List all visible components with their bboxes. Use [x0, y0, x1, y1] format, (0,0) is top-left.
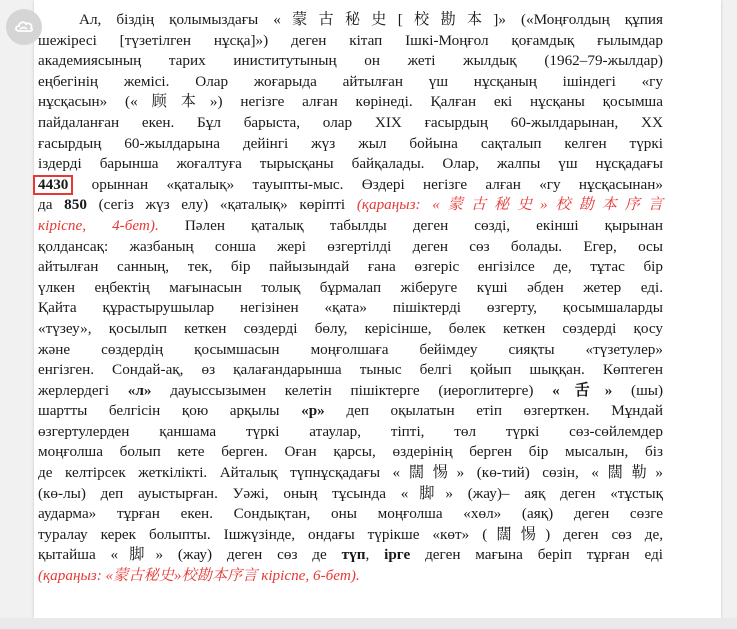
text-line: 4430 орыннан «қаталық» тауыпты-мыс. Өздері негізге алған «гу нұсқасынан» — [38, 175, 663, 196]
text-line: шартты белгісін қою арқылы «р» деп оқылатын етіп өзгерткен. Мұндай — [38, 402, 664, 420]
bold-term: «л» — [127, 381, 152, 399]
text-line: да 850 (сегіз жүз елу) «қаталық» көріпті (қараңыз: «蒙古秘史»校勘本序言 — [38, 196, 664, 214]
app-logo[interactable] — [6, 9, 42, 45]
viewer-bottom-edge — [0, 618, 737, 629]
bold-term: «р» — [301, 402, 325, 420]
text-line: еңбегінің жемісі. Олар жоғарыда айтылған үш нұсқаның ішіндегі «гу — [38, 72, 663, 90]
red-citation: (қараңыз: «蒙古秘史»校勘本序言 — [356, 196, 664, 214]
text-line: ғасырдың 60-жылдарына дейінгі жүз жыл бойына сақталып келген түркі — [38, 134, 663, 152]
cloud-logo-icon — [13, 16, 35, 38]
bold-term: түп — [341, 546, 366, 564]
text-line: іздерді барынша жоғалтуға тырысқаны байқалады. Олар, жалпы үш нұсқадағы — [38, 155, 663, 173]
bold-term: ірге — [384, 546, 411, 564]
text-line: академиясының тарих иниститутының он жеті жылдық (1962–79-жылдар) — [38, 52, 663, 70]
text-line: Ал, біздің қолымыздағы «蒙古秘史[校勘本]» («Моңғолдың құпия — [79, 11, 663, 28]
text-line: моңғолша болып кете берген. Оған қарсы, өздерінің берген бір мысалын, біз — [38, 443, 663, 461]
red-citation: (қараңыз: «蒙古秘史»校勘本序言 кіріспе, 6-бет). — [38, 567, 360, 585]
text-line: айтылған санның, тек, бір пайызындай ғана өзгеріс енгізілсе де, тұтас бір — [38, 258, 663, 276]
text-line: туралау керек болыпты. Ішжүзінде, ондағы түрікше «көт» (闊惕) деген сөз де, — [38, 525, 663, 543]
text-line: қытайша «脚» (жау) деген сөз де түп, ірге деген мағына беріп тұрған еді — [38, 546, 664, 564]
highlighted-number: 4430 — [33, 175, 73, 195]
bold-term: «舌» — [552, 381, 613, 399]
text-line: өзгертулерден қаншама түркі атаулар, тіпті, төл түркі сөз-сөйлемдер — [38, 422, 663, 440]
text-line: пайдаланған екен. Бұл барыста, олар XIX ғасырдың 60-жылдарынан, XX — [38, 113, 663, 131]
text-line: де келтірсек жеткілікті. Айталық түпнұсқадағы «闊惕» (кө-тий) сөзін, «闊勒» — [38, 464, 663, 482]
text-line: және сөздердің қосымшасын моңғолшаға бейімдеу сияқты «түзетулер» — [38, 340, 663, 358]
text-line: кіріспе, 4-бет). Пәлен қаталық табылды деген сөзді, екінші қырынан — [38, 216, 663, 234]
text-line: жерлердегі «л» дауыссызымен келетін пішіктерге (иероглитерге) «舌» (шы) — [38, 381, 664, 399]
text-line: шежіресі [түзетілген нұсқа]») деген кітап Ішкі-Моңғол қоғамдық ғылымдар — [38, 31, 663, 49]
text-line — [38, 566, 663, 587]
text-line: үлкен еңбектің мағынасын толық бұрмалап жіберуге күші әбден жетер еді. — [38, 278, 663, 296]
text-line: аударма» тұрған екен. Сондықтан, оны моңғолша «хөл» (аяқ) деген сөзге — [38, 505, 663, 523]
text-line: (кө-лы) деп ауыстырған. Уәжі, оның тұсында «脚» (жау)– аяқ деген «тұстық — [38, 484, 663, 502]
text-line: енгізген. Сондай-ақ, өз қалағандарынша тыныс белгі қойып шыққан. Көптеген — [38, 361, 663, 379]
text-line: нұсқасын» («顾本») негізге алған көрінеді. Қалған екі нұсқаны қосымша — [38, 93, 663, 111]
bold-number: 850 — [64, 196, 87, 214]
document-body — [38, 10, 663, 587]
text-line: «түзеу», қосылып кеткен сөздерді бөлу, керісінше, бөлек кеткен сөздерді қосу — [38, 319, 663, 337]
text-line: қолдансақ: жазбаның сонша жері өзгертілді деген сөз болады. Егер, осы — [38, 237, 663, 255]
text-line: Қайта құрастырушылар негізінен «қата» пішіктерді өзгерту, қосымшаларды — [38, 299, 663, 317]
red-citation: кіріспе, 4-бет). — [38, 216, 159, 234]
